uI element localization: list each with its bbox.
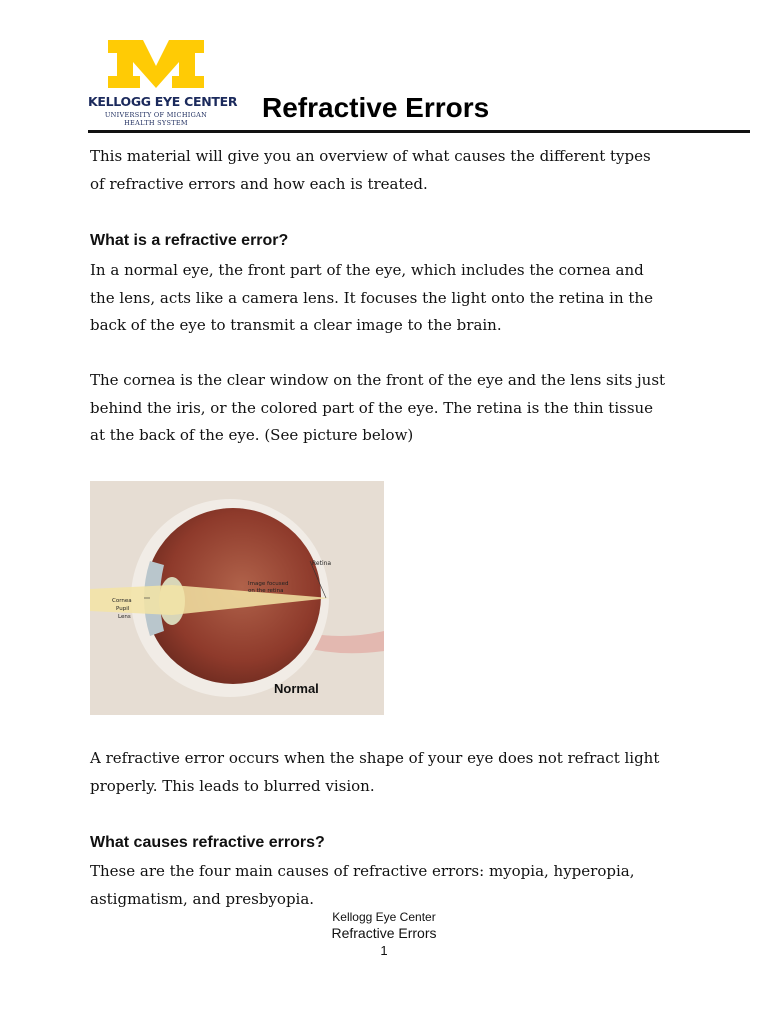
logo-university-text: UNIVERSITY OF MICHIGAN: [104, 111, 208, 119]
retina-label: Retina: [312, 560, 332, 567]
normal-eye-paragraph: In a normal eye, the front part of the eye, which includes the cornea and the lens, acts like a camera lens. It focuses the light onto the retina in the back of the eye to transmit a clear image to the brain.: [90, 261, 653, 334]
title-divider: [88, 130, 750, 133]
pupil-label: Pupil: [116, 606, 130, 612]
footer-org: Kellogg Eye Center: [332, 910, 436, 924]
cornea-label: Cornea: [112, 598, 132, 604]
block-m-icon: [88, 38, 224, 94]
four-causes-paragraph: These are the four main causes of refractive errors: myopia, hyperopia, astigmatism, and presbyopia.: [90, 862, 635, 908]
intro-paragraph: This material will give you an overview of what causes the different types of refractive errors and how each is treated.: [90, 147, 651, 193]
logo-health-system-text: HEALTH SYSTEM: [124, 119, 188, 127]
lens-label: Lens: [118, 614, 131, 620]
kellogg-eye-center-logo: [88, 38, 238, 130]
image-focused-label-2: on the retina: [248, 588, 284, 594]
page-title: Refractive Errors: [262, 92, 490, 123]
normal-eye-diagram: [90, 481, 384, 715]
section-heading-what-is: What is a refractive error?: [90, 232, 289, 249]
logo-brand-text: KELLOGG EYE CENTER: [88, 94, 238, 109]
image-focused-label-1: Image focused: [248, 581, 289, 587]
footer-doc-title: Refractive Errors: [331, 925, 437, 941]
footer-page-number: 1: [380, 943, 388, 958]
cornea-retina-paragraph: The cornea is the clear window on the front of the eye and the lens sits just behind the iris, or the colored part of the eye. The retina is the thin tissue at the back of the eye. (See picture below): [90, 371, 666, 444]
section-heading-causes: What causes refractive errors?: [90, 834, 325, 851]
refractive-error-paragraph: A refractive error occurs when the shape of your eye does not refract light properly. This leads to blurred vision.: [90, 749, 660, 795]
normal-caption: Normal: [274, 681, 319, 696]
